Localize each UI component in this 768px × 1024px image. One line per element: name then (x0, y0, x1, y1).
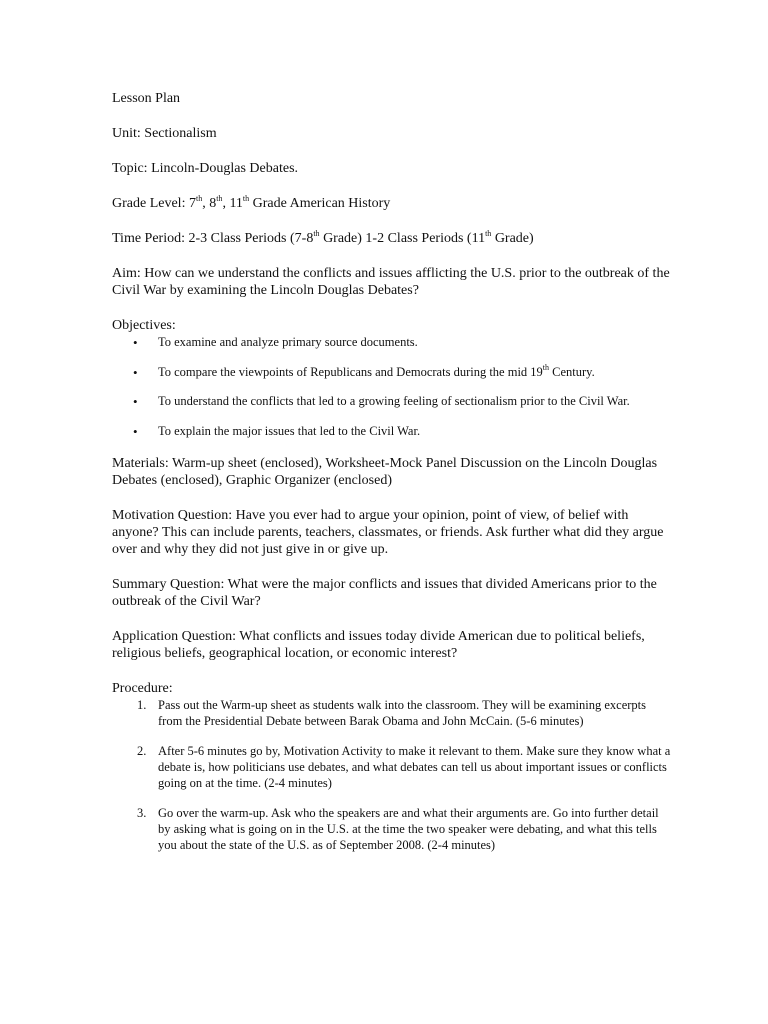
objectives-heading: Objectives: (112, 318, 176, 333)
objective-text: To compare the viewpoints of Republicans and Democrats during the mid 19 (158, 365, 543, 379)
grade-level-text: , 11 (222, 196, 243, 211)
motivation-question: Motivation Question: Have you ever had to argue your opinion, point of view, of belief with anyone? This can include parents, teachers, classmates, or friends. Ask further what did they argue over and why they did not just give in or give up. (112, 508, 664, 557)
step-number: 1. (137, 698, 147, 712)
procedure-step (112, 697, 672, 729)
objective-text: To explain the major issues that led to the Civil War. (158, 424, 421, 438)
grade-level-sup: th (242, 194, 250, 203)
step-text: After 5-6 minutes go by, Motivation Activity to make it relevant to them. Make sure they know what a debate is, how politicians use debates, and what debates can tell us about important issues or conflicts going on at the time. (2-4 minutes) (158, 744, 671, 790)
procedure-step (112, 805, 672, 853)
objective-text: To understand the conflicts that led to a growing feeling of sectionalism prior to the Civil War. (158, 394, 630, 408)
grade-level-text: , 8 (202, 196, 217, 211)
time-period-sup: th (485, 229, 492, 238)
step-text: Pass out the Warm-up sheet as students walk into the classroom. They will be examining excerpts from the Presidential Debate between Barak Obama and John McCain. (5-6 minutes) (158, 698, 647, 728)
doc-title: Lesson Plan (112, 91, 181, 106)
objectives-list (112, 335, 672, 439)
lesson-plan-body (112, 90, 672, 853)
objective-item (112, 394, 672, 409)
step-number: 3. (137, 806, 147, 820)
unit-line: Unit: Sectionalism (112, 126, 217, 141)
application-question: Application Question: What conflicts and issues today divide American due to political beliefs, religious beliefs, geographical location, or economic interest? (112, 629, 645, 661)
materials-paragraph: Materials: Warm-up sheet (enclosed), Worksheet-Mock Panel Discussion on the Lincoln Douglas Debates (enclosed), Graphic Organizer (enclosed) (112, 456, 658, 488)
step-number: 2. (137, 744, 147, 758)
grade-level-line (112, 195, 672, 212)
time-period-text: Grade) 1-2 Class Periods (11 (319, 231, 486, 246)
grade-level-sup: th (216, 194, 223, 203)
objective-text: Century. (549, 365, 595, 379)
objective-item (112, 335, 672, 350)
time-period-line (112, 230, 672, 247)
procedure-heading: Procedure: (112, 681, 173, 696)
objective-sup: th (542, 363, 550, 372)
step-text: Go over the warm-up. Ask who the speakers are and what their arguments are. Go into further detail by asking what is going on in the U.S. at the time the two speaker were debating, and what this tells you about the state of the U.S. as of September 2008. (2-4 minutes) (158, 806, 659, 852)
aim-paragraph: Aim: How can we understand the conflicts and issues afflicting the U.S. prior to the outbreak of the Civil War by examining the Lincoln Douglas Debates? (112, 266, 670, 298)
topic-line: Topic: Lincoln-Douglas Debates. (112, 161, 299, 176)
objective-text: To examine and analyze primary source documents. (158, 335, 418, 349)
grade-level-prefix: Grade Level: 7 (112, 196, 196, 211)
grade-level-suffix: Grade American History (249, 196, 391, 211)
bullet-icon: • (133, 394, 138, 409)
procedure-list (112, 697, 672, 853)
time-period-suffix: Grade) (491, 231, 534, 246)
bullet-icon: • (133, 365, 138, 380)
time-period-prefix: Time Period: 2-3 Class Periods (7-8 (112, 231, 314, 246)
objective-item (112, 365, 672, 380)
bullet-icon: • (133, 424, 138, 439)
summary-question: Summary Question: What were the major conflicts and issues that divided Americans prior to the outbreak of the Civil War? (112, 577, 657, 609)
objective-item (112, 424, 672, 439)
time-period-sup: th (313, 229, 320, 238)
procedure-step (112, 743, 672, 791)
bullet-icon: • (133, 335, 138, 350)
grade-level-sup: th (195, 194, 203, 203)
